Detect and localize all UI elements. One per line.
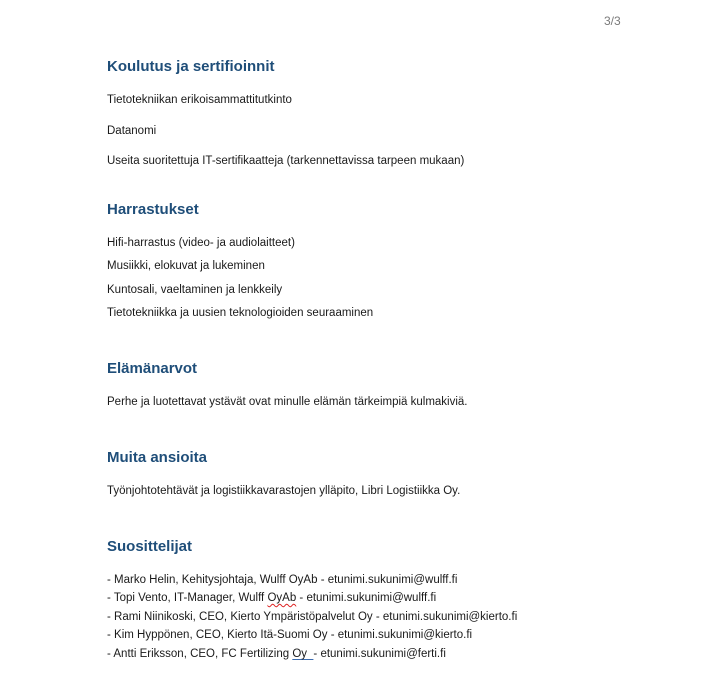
reference-item: - Kim Hyppönen, CEO, Kierto Itä-Suomi Oy - etunimi.sukunimi@kierto.fi <box>107 629 473 641</box>
reference-text: - etunimi.sukunimi@wulff.fi <box>296 592 437 604</box>
reference-item: - Marko Helin, Kehitysjohtaja, Wulff OyAb - etunimi.sukunimi@wulff.fi <box>107 574 458 586</box>
reference-item <box>107 592 436 604</box>
education-item: Datanomi <box>107 125 157 137</box>
merits-heading: Muita ansioita <box>107 449 208 466</box>
reference-item <box>107 648 446 660</box>
reference-text: - etunimi.sukunimi@ferti.fi <box>313 648 446 660</box>
references-heading: Suosittelijat <box>107 538 193 555</box>
values-heading: Elämänarvot <box>107 360 198 377</box>
reference-text: - Antti Eriksson, CEO, FC Fertilizing <box>107 648 293 660</box>
education-item: Tietotekniikan erikoisammattitutkinto <box>107 94 292 106</box>
underlined-company-suffix[interactable]: Oy <box>292 648 314 660</box>
page-number: 3/3 <box>604 14 621 28</box>
hobbies-heading: Harrastukset <box>107 201 199 218</box>
education-item: Useita suoritettuja IT-sertifikaatteja (tarkennettavissa tarpeen mukaan) <box>107 155 465 167</box>
hobby-item: Musiikki, elokuvat ja lukeminen <box>107 260 265 272</box>
reference-text: - Topi Vento, IT-Manager, Wulff <box>107 592 268 604</box>
spellcheck-flagged-word[interactable]: OyAb <box>267 592 297 604</box>
education-heading: Koulutus ja sertifioinnit <box>107 58 275 75</box>
values-item: Perhe ja luotettavat ystävät ovat minulle elämän tärkeimpiä kulmakiviä. <box>107 396 468 408</box>
reference-item: - Rami Niinikoski, CEO, Kierto Ympäristöpalvelut Oy - etunimi.sukunimi@kierto.fi <box>107 611 518 623</box>
hobby-item: Kuntosali, vaeltaminen ja lenkkeily <box>107 284 283 296</box>
merits-item: Työnjohtotehtävät ja logistiikkavarastojen ylläpito, Libri Logistiikka Oy. <box>107 485 461 497</box>
hobby-item: Hifi-harrastus (video- ja audiolaitteet) <box>107 237 295 249</box>
hobby-item: Tietotekniikka ja uusien teknologioiden seuraaminen <box>107 307 374 319</box>
